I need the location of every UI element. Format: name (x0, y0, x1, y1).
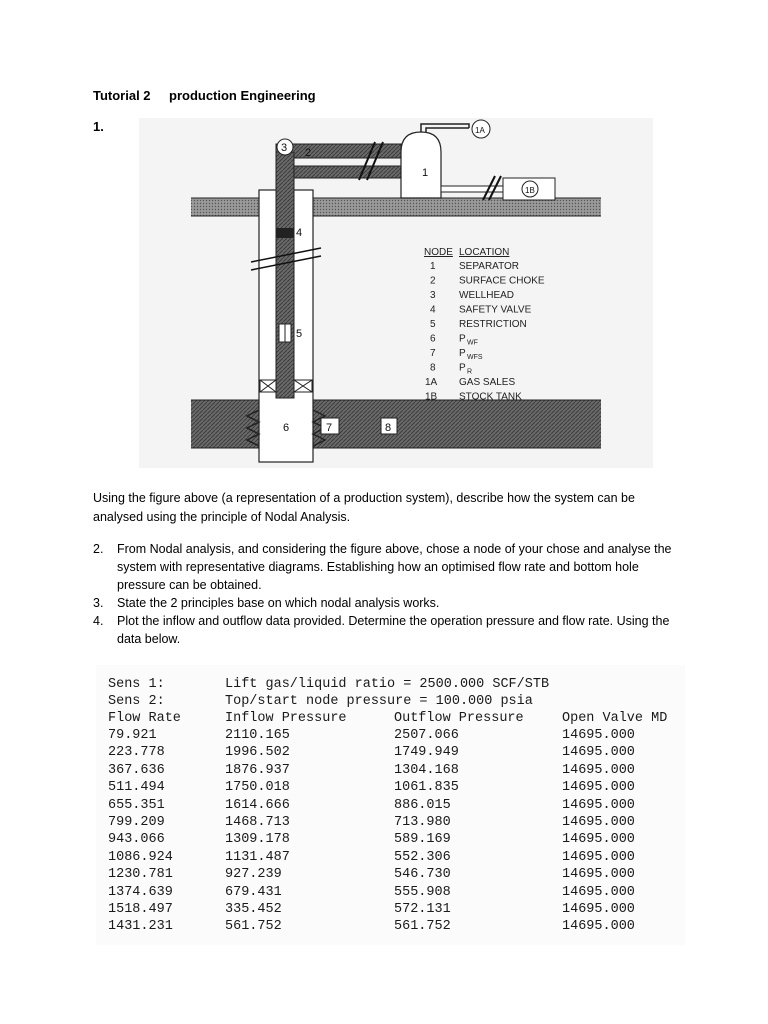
cell-outflow-pressure: 552.306 (394, 849, 451, 865)
question-text: State the 2 principles base on which nodal analysis works. (117, 596, 440, 610)
cell-flow-rate: 1086.924 (108, 849, 173, 865)
question-number: 4. (93, 614, 104, 628)
legend-node-4: 4 (430, 304, 436, 316)
question-text: Plot the inflow and outflow data provided. Determine the operation pressure and flow rate. Using the data below. (117, 614, 670, 646)
header-open-valve-md: Open Valve MD (562, 711, 668, 726)
cell-open-valve-md: 14695.000 (562, 867, 635, 883)
cell-inflow-pressure: 1309.178 (225, 832, 290, 848)
legend-subscript-7: WFS (467, 354, 483, 361)
label-node-1a: 1A (475, 126, 485, 135)
separator-vessel (401, 132, 441, 198)
question-list (93, 540, 673, 648)
label-node-4: 4 (296, 227, 303, 239)
cell-inflow-pressure: 1750.018 (225, 780, 290, 796)
inflow-outflow-data-table (96, 665, 685, 945)
header-outflow-pressure: Outflow Pressure (394, 711, 524, 726)
sens-1-value: Lift gas/liquid ratio = 2500.000 SCF/STB (225, 677, 550, 692)
label-node-2: 2 (305, 147, 312, 159)
legend-node-3: 3 (430, 290, 436, 301)
cell-outflow-pressure: 561.752 (394, 919, 451, 935)
cell-flow-rate: 1230.781 (108, 867, 173, 883)
legend-location-5: RESTRICTION (459, 319, 527, 330)
question-1-text: Using the figure above (a representation of a production system), describe how the system can be analysed using the principle of Nodal Analysis. (93, 491, 635, 524)
question-item (93, 540, 673, 594)
cell-open-valve-md: 14695.000 (562, 919, 635, 935)
cell-open-valve-md: 14695.000 (562, 745, 635, 761)
legend-node-7: 7 (430, 348, 436, 359)
legend-node-1a: 1A (425, 377, 438, 388)
question-number: 3. (93, 596, 104, 610)
tutorial-title: Tutorial 2 (93, 88, 151, 103)
cell-open-valve-md: 14695.000 (562, 884, 635, 900)
cell-inflow-pressure: 561.752 (225, 919, 282, 935)
tubing (276, 152, 294, 398)
cell-inflow-pressure: 1876.937 (225, 762, 290, 778)
header-inflow-pressure: Inflow Pressure (225, 711, 347, 726)
cell-open-valve-md: 14695.000 (562, 815, 635, 830)
question-item (93, 612, 673, 648)
legend-location-6: P (459, 333, 466, 345)
sens-2-label: Sens 2: (108, 694, 165, 709)
cell-outflow-pressure: 546.730 (394, 867, 451, 883)
label-node-7: 7 (326, 422, 333, 434)
cell-inflow-pressure: 2110.165 (225, 728, 290, 743)
legend-node-5: 5 (430, 319, 436, 330)
cell-flow-rate: 1431.231 (108, 919, 173, 935)
cell-flow-rate: 655.351 (108, 797, 165, 813)
question-number: 2. (93, 542, 104, 556)
cell-outflow-pressure: 1749.949 (394, 745, 459, 761)
legend-location-8: P (459, 362, 466, 374)
cell-outflow-pressure: 1304.168 (394, 762, 459, 778)
label-node-6: 6 (283, 422, 290, 434)
cell-outflow-pressure: 589.169 (394, 832, 451, 848)
header-flow-rate: Flow Rate (108, 711, 181, 726)
cell-outflow-pressure: 886.015 (394, 797, 451, 813)
subject-title: production Engineering (169, 88, 316, 103)
cell-open-valve-md: 14695.000 (562, 728, 635, 743)
cell-open-valve-md: 14695.000 (562, 902, 635, 917)
cell-open-valve-md: 14695.000 (562, 762, 635, 778)
production-system-diagram (139, 118, 653, 468)
legend-location-4: SAFETY VALVE (459, 304, 532, 316)
cell-flow-rate: 1374.639 (108, 884, 173, 900)
cell-inflow-pressure: 1996.502 (225, 745, 290, 761)
cell-inflow-pressure: 335.452 (225, 902, 282, 917)
sens-2-value: Top/start node pressure = 100.000 psia (225, 694, 533, 709)
label-node-8: 8 (385, 422, 392, 434)
cell-inflow-pressure: 927.239 (225, 867, 282, 883)
page-heading (93, 88, 316, 103)
legend-node-header: NODE (424, 247, 453, 258)
cell-outflow-pressure: 2507.066 (394, 728, 459, 743)
cell-flow-rate: 79.921 (108, 728, 157, 743)
legend-location-header: LOCATION (459, 247, 510, 258)
question-item (93, 594, 673, 612)
cell-outflow-pressure: 713.980 (394, 815, 451, 830)
production-system-figure (139, 118, 653, 468)
cell-outflow-pressure: 572.131 (394, 902, 451, 917)
label-node-1: 1 (422, 167, 429, 179)
cell-open-valve-md: 14695.000 (562, 797, 635, 813)
cell-flow-rate: 799.209 (108, 815, 165, 830)
legend-location-3: WELLHEAD (459, 290, 515, 301)
legend-node-1b: 1B (425, 391, 438, 403)
legend-node-1: 1 (430, 261, 436, 272)
legend-subscript-8: R (467, 368, 473, 376)
cell-flow-rate: 943.066 (108, 832, 165, 848)
cell-outflow-pressure: 555.908 (394, 884, 451, 900)
cell-flow-rate: 223.778 (108, 745, 165, 761)
label-node-1b: 1B (525, 186, 535, 195)
sens-1-label: Sens 1: (108, 677, 165, 692)
cell-flow-rate: 511.494 (108, 780, 165, 796)
cell-inflow-pressure: 1131.487 (225, 849, 290, 865)
legend-node-2: 2 (430, 275, 436, 287)
legend-location-1b: STOCK TANK (459, 391, 522, 403)
legend-location-2: SURFACE CHOKE (459, 275, 545, 287)
label-node-3: 3 (281, 142, 288, 154)
question-1-number: 1. (93, 119, 104, 134)
legend-location-1a: GAS SALES (459, 377, 516, 388)
cell-flow-rate: 367.636 (108, 762, 165, 778)
cell-open-valve-md: 14695.000 (562, 780, 635, 796)
legend-node-6: 6 (430, 333, 436, 345)
cell-open-valve-md: 14695.000 (562, 849, 635, 865)
cell-flow-rate: 1518.497 (108, 902, 173, 917)
cell-inflow-pressure: 1468.713 (225, 815, 290, 830)
ground-surface (191, 198, 601, 216)
legend-location-7: P (459, 348, 466, 359)
legend-location-1: SEPARATOR (459, 261, 520, 272)
node-location-legend (424, 247, 545, 403)
legend-subscript-6: WF (467, 339, 478, 347)
question-text: From Nodal analysis, and considering the figure above, chose a node of your chose and analyse the system with representative diagrams. Establishing how an optimised flow rate and bottom hole pressure can be obtained. (117, 542, 672, 592)
cell-outflow-pressure: 1061.835 (394, 780, 459, 796)
cell-inflow-pressure: 1614.666 (225, 797, 290, 813)
cell-open-valve-md: 14695.000 (562, 832, 635, 848)
label-node-5: 5 (296, 328, 303, 340)
legend-node-8: 8 (430, 362, 436, 374)
cell-inflow-pressure: 679.431 (225, 884, 282, 900)
